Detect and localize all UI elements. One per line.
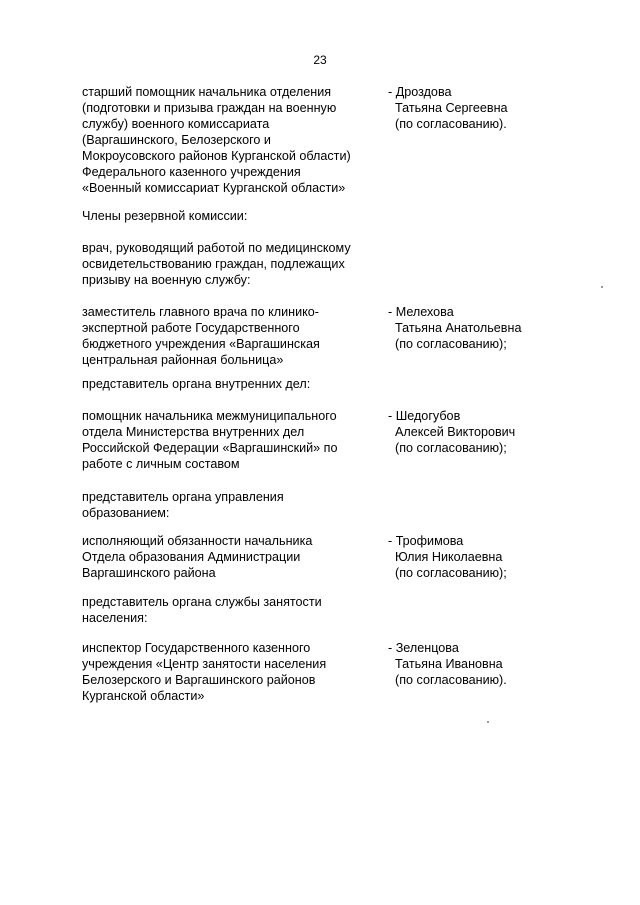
heading-internal-affairs: представитель органа внутренних дел: [82, 377, 311, 391]
position-trofimova: исполняющий обязанности начальника Отдела образования Администрации Варгашинского района [82, 534, 313, 580]
person-drozdova: - Дроздова Татьяна Сергеевна (по согласованию). [388, 85, 508, 131]
heading-education: представитель органа управления образованием: [82, 490, 284, 520]
page-number: 23 [313, 53, 327, 67]
scan-speck [487, 721, 489, 723]
person-melekhova: - Мелехова Татьяна Анатольевна (по согласованию); [388, 305, 522, 351]
person-shedogubov: - Шедогубов Алексей Викторович (по согласованию); [388, 409, 516, 455]
heading-reserve-members: Члены резервной комиссии: [82, 209, 248, 223]
heading-employment: представитель органа службы занятости населения: [82, 595, 322, 625]
person-zelentsova: - Зеленцова Татьяна Ивановна (по согласованию). [388, 641, 507, 687]
heading-doctor: врач, руководящий работой по медицинскому освидетельствованию граждан, подлежащих призыву на военную службу: [82, 241, 351, 287]
position-melekhova: заместитель главного врача по клинико- экспертной работе Государственного бюджетного учреждения «Варгашинская центральная районная больница» [82, 305, 320, 367]
person-trofimova: - Трофимова Юлия Николаевна (по согласованию); [388, 534, 507, 580]
position-drozdova: старший помощник начальника отделения (подготовки и призыва граждан на военную службу) военного комиссариата (Варгашинского, Белозерского и Мокроусовского районов Курганской области) Федерального казенного учреждения «Военный комиссариат Курганской области» [82, 85, 351, 195]
position-shedogubov: помощник начальника межмуниципального отдела Министерства внутренних дел Российской Федерации «Варгашинский» по работе с личным составом [82, 409, 338, 471]
position-zelentsova: инспектор Государственного казенного учреждения «Центр занятости населения Белозерского и Варгашинского районов Курганской области» [82, 641, 327, 703]
scan-speck [601, 286, 603, 288]
